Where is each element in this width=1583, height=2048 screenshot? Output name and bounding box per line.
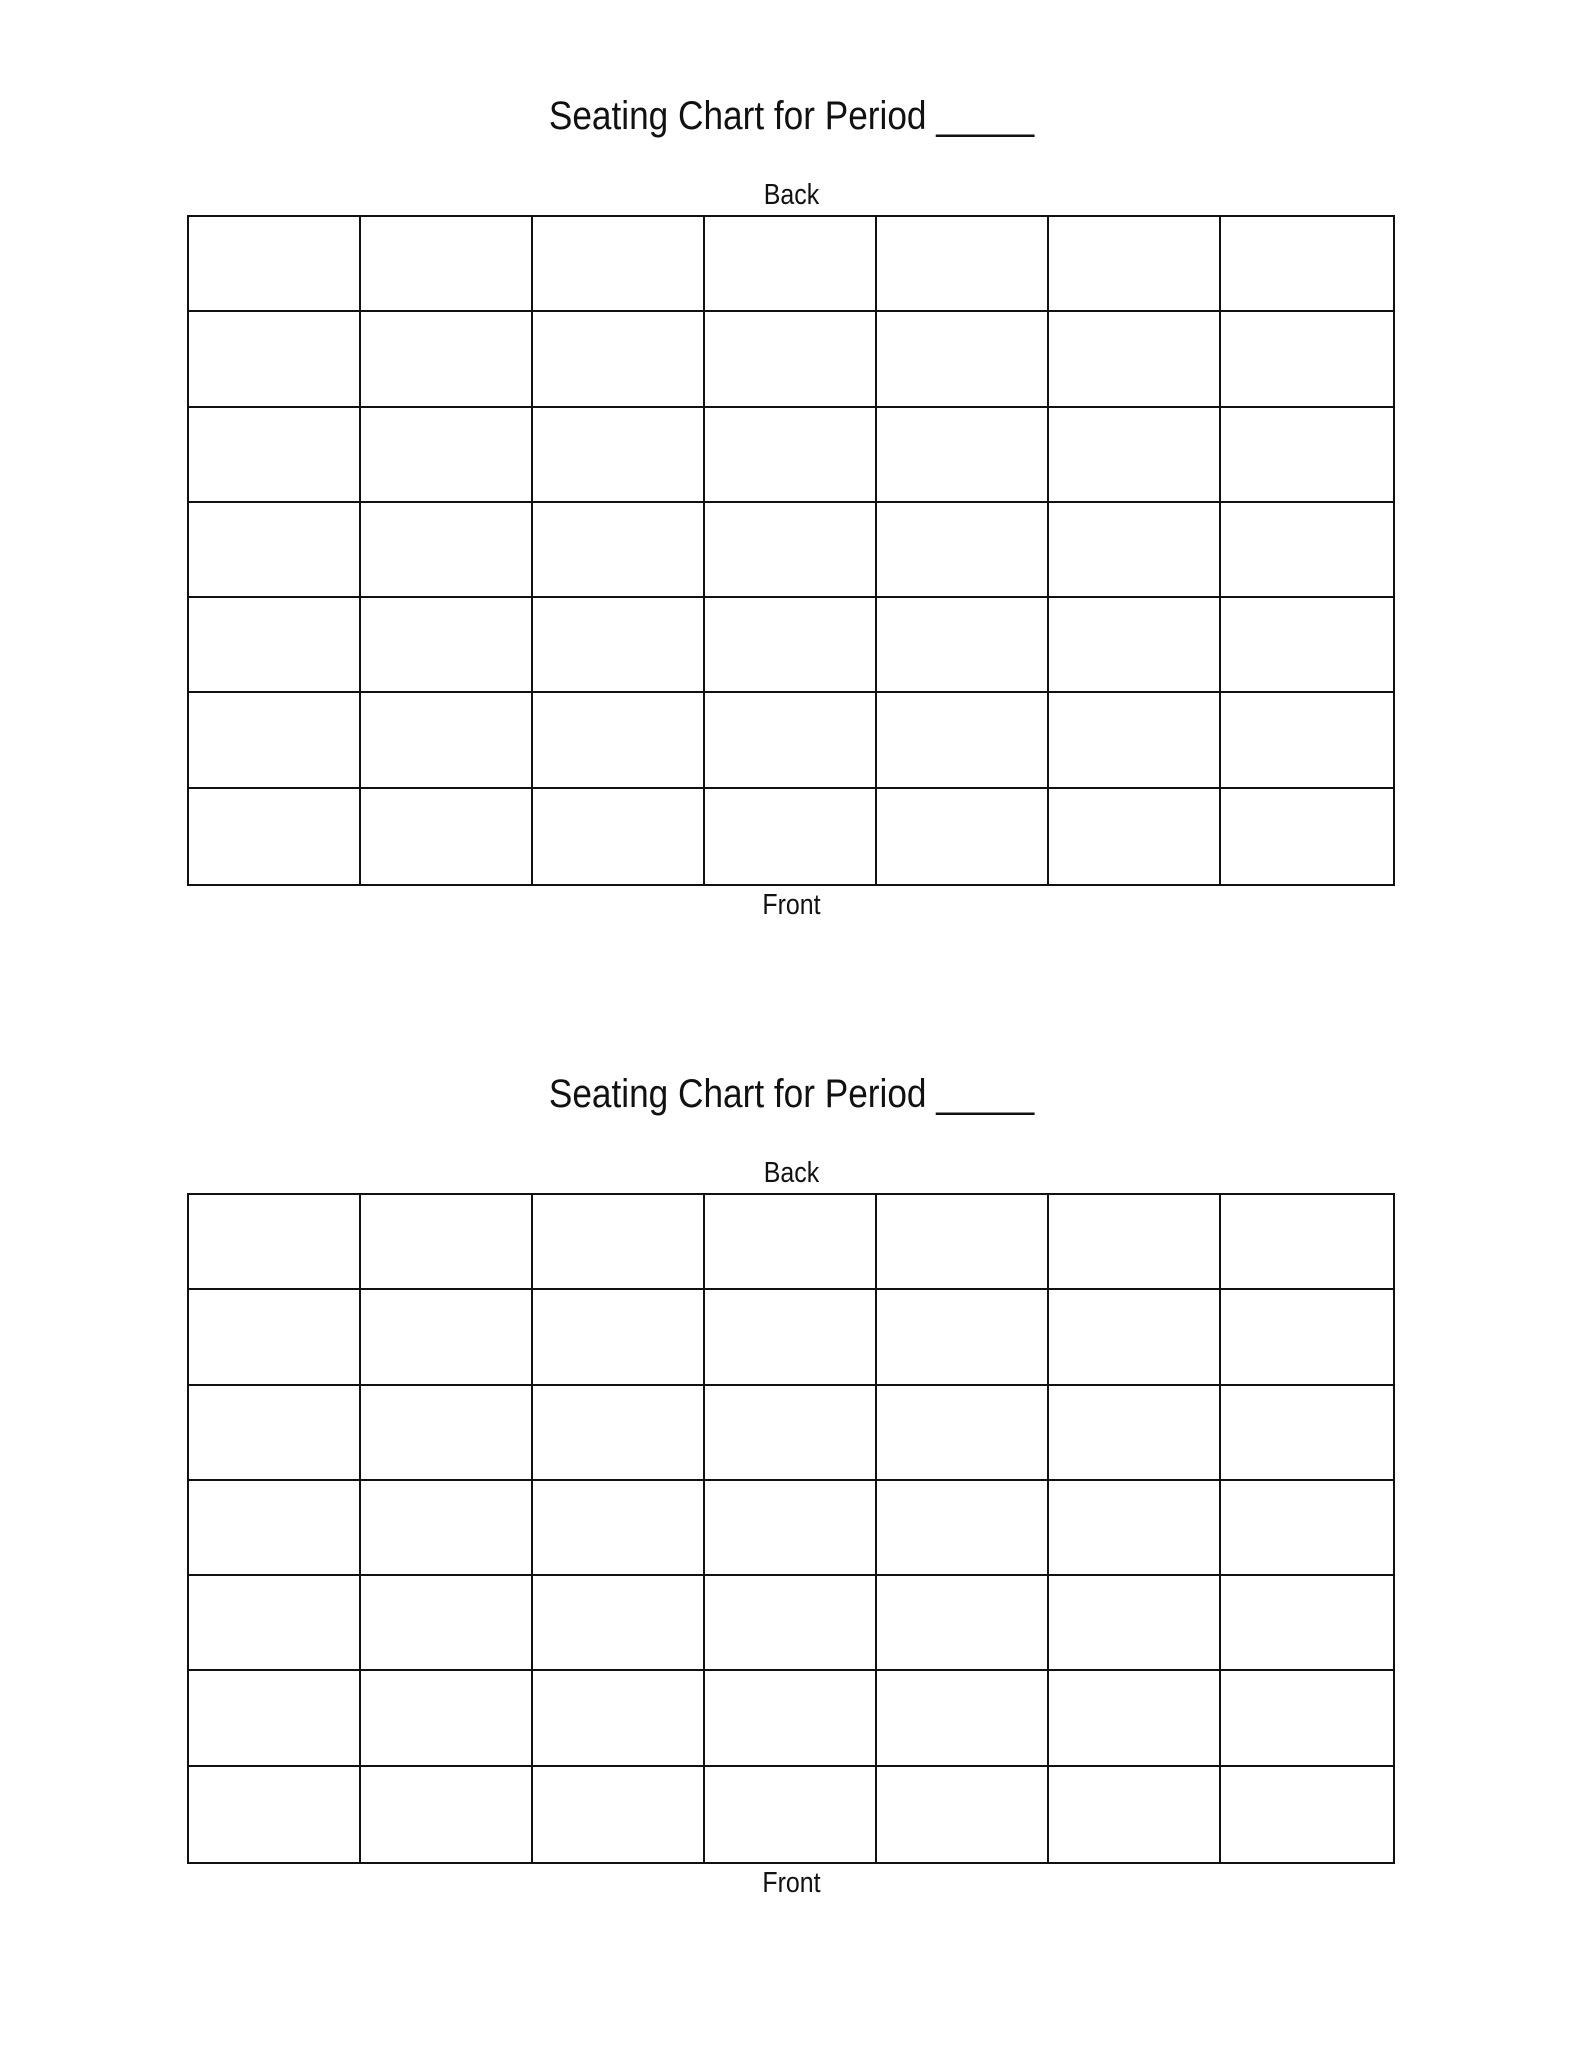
seat-cell <box>705 1195 877 1290</box>
seat-cell <box>361 693 533 788</box>
seat-cell <box>361 1290 533 1385</box>
seat-cell <box>1049 1290 1221 1385</box>
seat-cell <box>1221 1767 1393 1862</box>
seat-cell <box>189 1767 361 1862</box>
seat-cell <box>533 693 705 788</box>
seat-cell <box>705 408 877 503</box>
back-label: Back <box>763 1157 820 1189</box>
seat-cell <box>1049 1195 1221 1290</box>
seat-cell <box>361 503 533 598</box>
seat-cell <box>1049 312 1221 407</box>
seat-cell <box>705 1290 877 1385</box>
seat-cell <box>877 1767 1049 1862</box>
seat-cell <box>1049 1386 1221 1481</box>
chart-title: Seating Chart for Period _____ <box>548 1072 1035 1116</box>
seat-cell <box>189 693 361 788</box>
seat-cell <box>705 1481 877 1576</box>
seat-cell <box>533 408 705 503</box>
seat-cell <box>533 1386 705 1481</box>
seat-cell <box>705 789 877 884</box>
seat-cell <box>705 1671 877 1766</box>
seat-cell <box>533 598 705 693</box>
seat-cell <box>1049 408 1221 503</box>
seat-cell <box>877 693 1049 788</box>
seat-cell <box>877 1290 1049 1385</box>
seat-cell <box>877 217 1049 312</box>
seat-cell <box>705 312 877 407</box>
seat-cell <box>1221 598 1393 693</box>
seat-cell <box>1049 789 1221 884</box>
seat-cell <box>705 1767 877 1862</box>
seat-cell <box>1221 217 1393 312</box>
seat-cell <box>877 1386 1049 1481</box>
seat-cell <box>877 1671 1049 1766</box>
seat-grid <box>187 215 1395 886</box>
seat-cell <box>361 217 533 312</box>
seat-cell <box>1049 1767 1221 1862</box>
seat-cell <box>533 1576 705 1671</box>
seat-cell <box>361 1386 533 1481</box>
seat-cell <box>533 1195 705 1290</box>
seat-cell <box>1221 503 1393 598</box>
seat-cell <box>877 1576 1049 1671</box>
seat-cell <box>533 789 705 884</box>
seat-cell <box>1221 1195 1393 1290</box>
seat-cell <box>1049 503 1221 598</box>
seat-cell <box>877 1481 1049 1576</box>
seat-cell <box>705 1576 877 1671</box>
seat-cell <box>533 1290 705 1385</box>
back-label: Back <box>763 179 820 211</box>
seat-cell <box>361 1767 533 1862</box>
seat-cell <box>705 503 877 598</box>
seat-cell <box>533 503 705 598</box>
seat-cell <box>189 408 361 503</box>
seat-cell <box>1221 789 1393 884</box>
seat-cell <box>533 217 705 312</box>
seat-cell <box>533 1481 705 1576</box>
seat-cell <box>189 1386 361 1481</box>
seat-cell <box>189 1195 361 1290</box>
seat-cell <box>1221 408 1393 503</box>
seat-cell <box>705 693 877 788</box>
seat-cell <box>361 1576 533 1671</box>
seat-cell <box>189 1576 361 1671</box>
seat-cell <box>189 503 361 598</box>
seat-cell <box>189 217 361 312</box>
seat-cell <box>533 1767 705 1862</box>
seat-cell <box>1221 312 1393 407</box>
seat-cell <box>877 312 1049 407</box>
chart-title: Seating Chart for Period _____ <box>548 94 1035 138</box>
seat-cell <box>1049 598 1221 693</box>
seat-cell <box>189 312 361 407</box>
seat-cell <box>189 1671 361 1766</box>
seat-cell <box>1221 1576 1393 1671</box>
seat-cell <box>705 1386 877 1481</box>
seat-cell <box>705 598 877 693</box>
seat-cell <box>189 1481 361 1576</box>
seat-cell <box>877 789 1049 884</box>
seat-cell <box>1221 1671 1393 1766</box>
seat-cell <box>1221 693 1393 788</box>
seat-cell <box>877 598 1049 693</box>
seat-cell <box>361 789 533 884</box>
seat-grid <box>187 1193 1395 1864</box>
seat-cell <box>1049 693 1221 788</box>
front-label: Front <box>762 889 821 921</box>
seat-cell <box>189 1290 361 1385</box>
seat-cell <box>533 1671 705 1766</box>
seat-cell <box>361 1195 533 1290</box>
seat-cell <box>361 1481 533 1576</box>
seat-cell <box>189 789 361 884</box>
seat-cell <box>1221 1290 1393 1385</box>
seat-cell <box>361 598 533 693</box>
seat-cell <box>877 1195 1049 1290</box>
seat-cell <box>1221 1481 1393 1576</box>
seat-cell <box>877 408 1049 503</box>
seat-cell <box>533 312 705 407</box>
seat-cell <box>877 503 1049 598</box>
seat-cell <box>361 408 533 503</box>
seat-cell <box>361 1671 533 1766</box>
seat-cell <box>1049 1671 1221 1766</box>
seat-cell <box>1049 1576 1221 1671</box>
front-label: Front <box>762 1867 821 1899</box>
seat-cell <box>361 312 533 407</box>
seat-cell <box>1221 1386 1393 1481</box>
seat-cell <box>705 217 877 312</box>
seat-cell <box>1049 217 1221 312</box>
seat-cell <box>1049 1481 1221 1576</box>
seat-cell <box>189 598 361 693</box>
